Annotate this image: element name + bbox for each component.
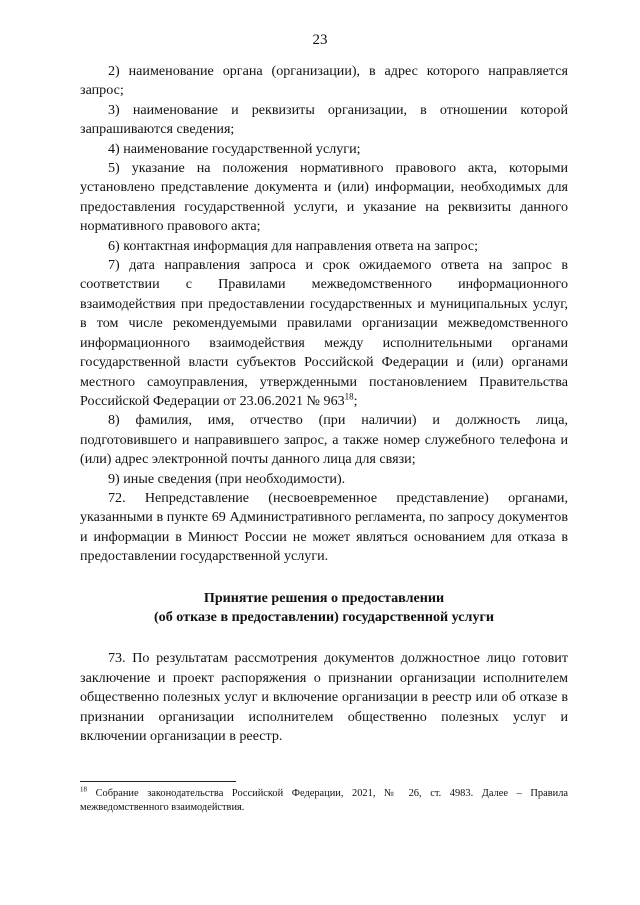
list-item-7-end: ; xyxy=(353,392,358,409)
list-item-9: 9) иные сведения (при необходимости). xyxy=(108,470,346,487)
list-item-7-text: 7) дата направления запроса и срок ожидаемого ответа на запрос в соответствии с Правилами межведомственного информационного взаимодействия при предоставлении государственных и муниципальных услуг, в том числе рекомендуемыми правилами организации межведомственного информационного взаимодействия между исполнительными органами государственной власти субъектов Российской Федерации и (или) органами местного самоуправления, утвержденными постановлением Правительства Российской Федерации от 23.06.2021 № 963 xyxy=(80,257,568,409)
paragraph-72: 72. Непредставление (несвоевременное представление) органами, указанными в пункте 69 Административного регламента, по запросу документов и информации в Минюст России не может являться основанием для отказа в предоставлении государственной услуги. xyxy=(80,489,568,565)
list-item-3: 3) наименование и реквизиты организации, в отношении которой запрашиваются сведения; xyxy=(80,101,568,138)
paragraph-73: 73. По результатам рассмотрения документов должностное лицо готовит заключение и проект распоряжения о признании организации исполнителем общественно полезных услуг и включение организации в реестр или об отказе в признании организации исполнителем общественно полезных услуг и включении организации в реестр. xyxy=(80,650,568,744)
list-item-8: 8) фамилия, имя, отчество (при наличии) и должность лица, подготовившего и направившего запрос, а также номер служебного телефона и (или) адрес электронной почты данного лица для связи; xyxy=(80,412,568,468)
footnote-text: Собрание законодательства Российской Федерации, 2021, № 26, ст. 4983. Далее – Правила межведомственного взаимодействия. xyxy=(80,788,568,813)
footnote-18 xyxy=(80,787,568,815)
page-number: 23 xyxy=(312,32,328,48)
list-item-5: 5) указание на положения нормативного правового акта, которыми установлено представление документа и (или) информации, необходимых для предоставления государственной услуги, и указание на реквизиты данного нормативного правового акта; xyxy=(80,160,568,235)
footnote-divider xyxy=(80,781,236,782)
list-item-2: 2) наименование органа (организации), в адрес которого направляется запрос; xyxy=(80,63,568,99)
list-item-6: 6) контактная информация для направления ответа на запрос; xyxy=(108,237,479,254)
list-item-4: 4) наименование государственной услуги; xyxy=(108,140,361,157)
section-heading-line-1: Принятие решения о предоставлении xyxy=(203,589,445,606)
document-body xyxy=(80,62,568,746)
footnote-number: 18 xyxy=(80,785,87,794)
footnote-ref-18[interactable]: 18 xyxy=(344,391,354,402)
section-heading xyxy=(80,589,568,628)
list-item-7 xyxy=(80,256,568,411)
section-heading-line-2: (об отказе в предоставлении) государственной услуги xyxy=(153,608,495,625)
